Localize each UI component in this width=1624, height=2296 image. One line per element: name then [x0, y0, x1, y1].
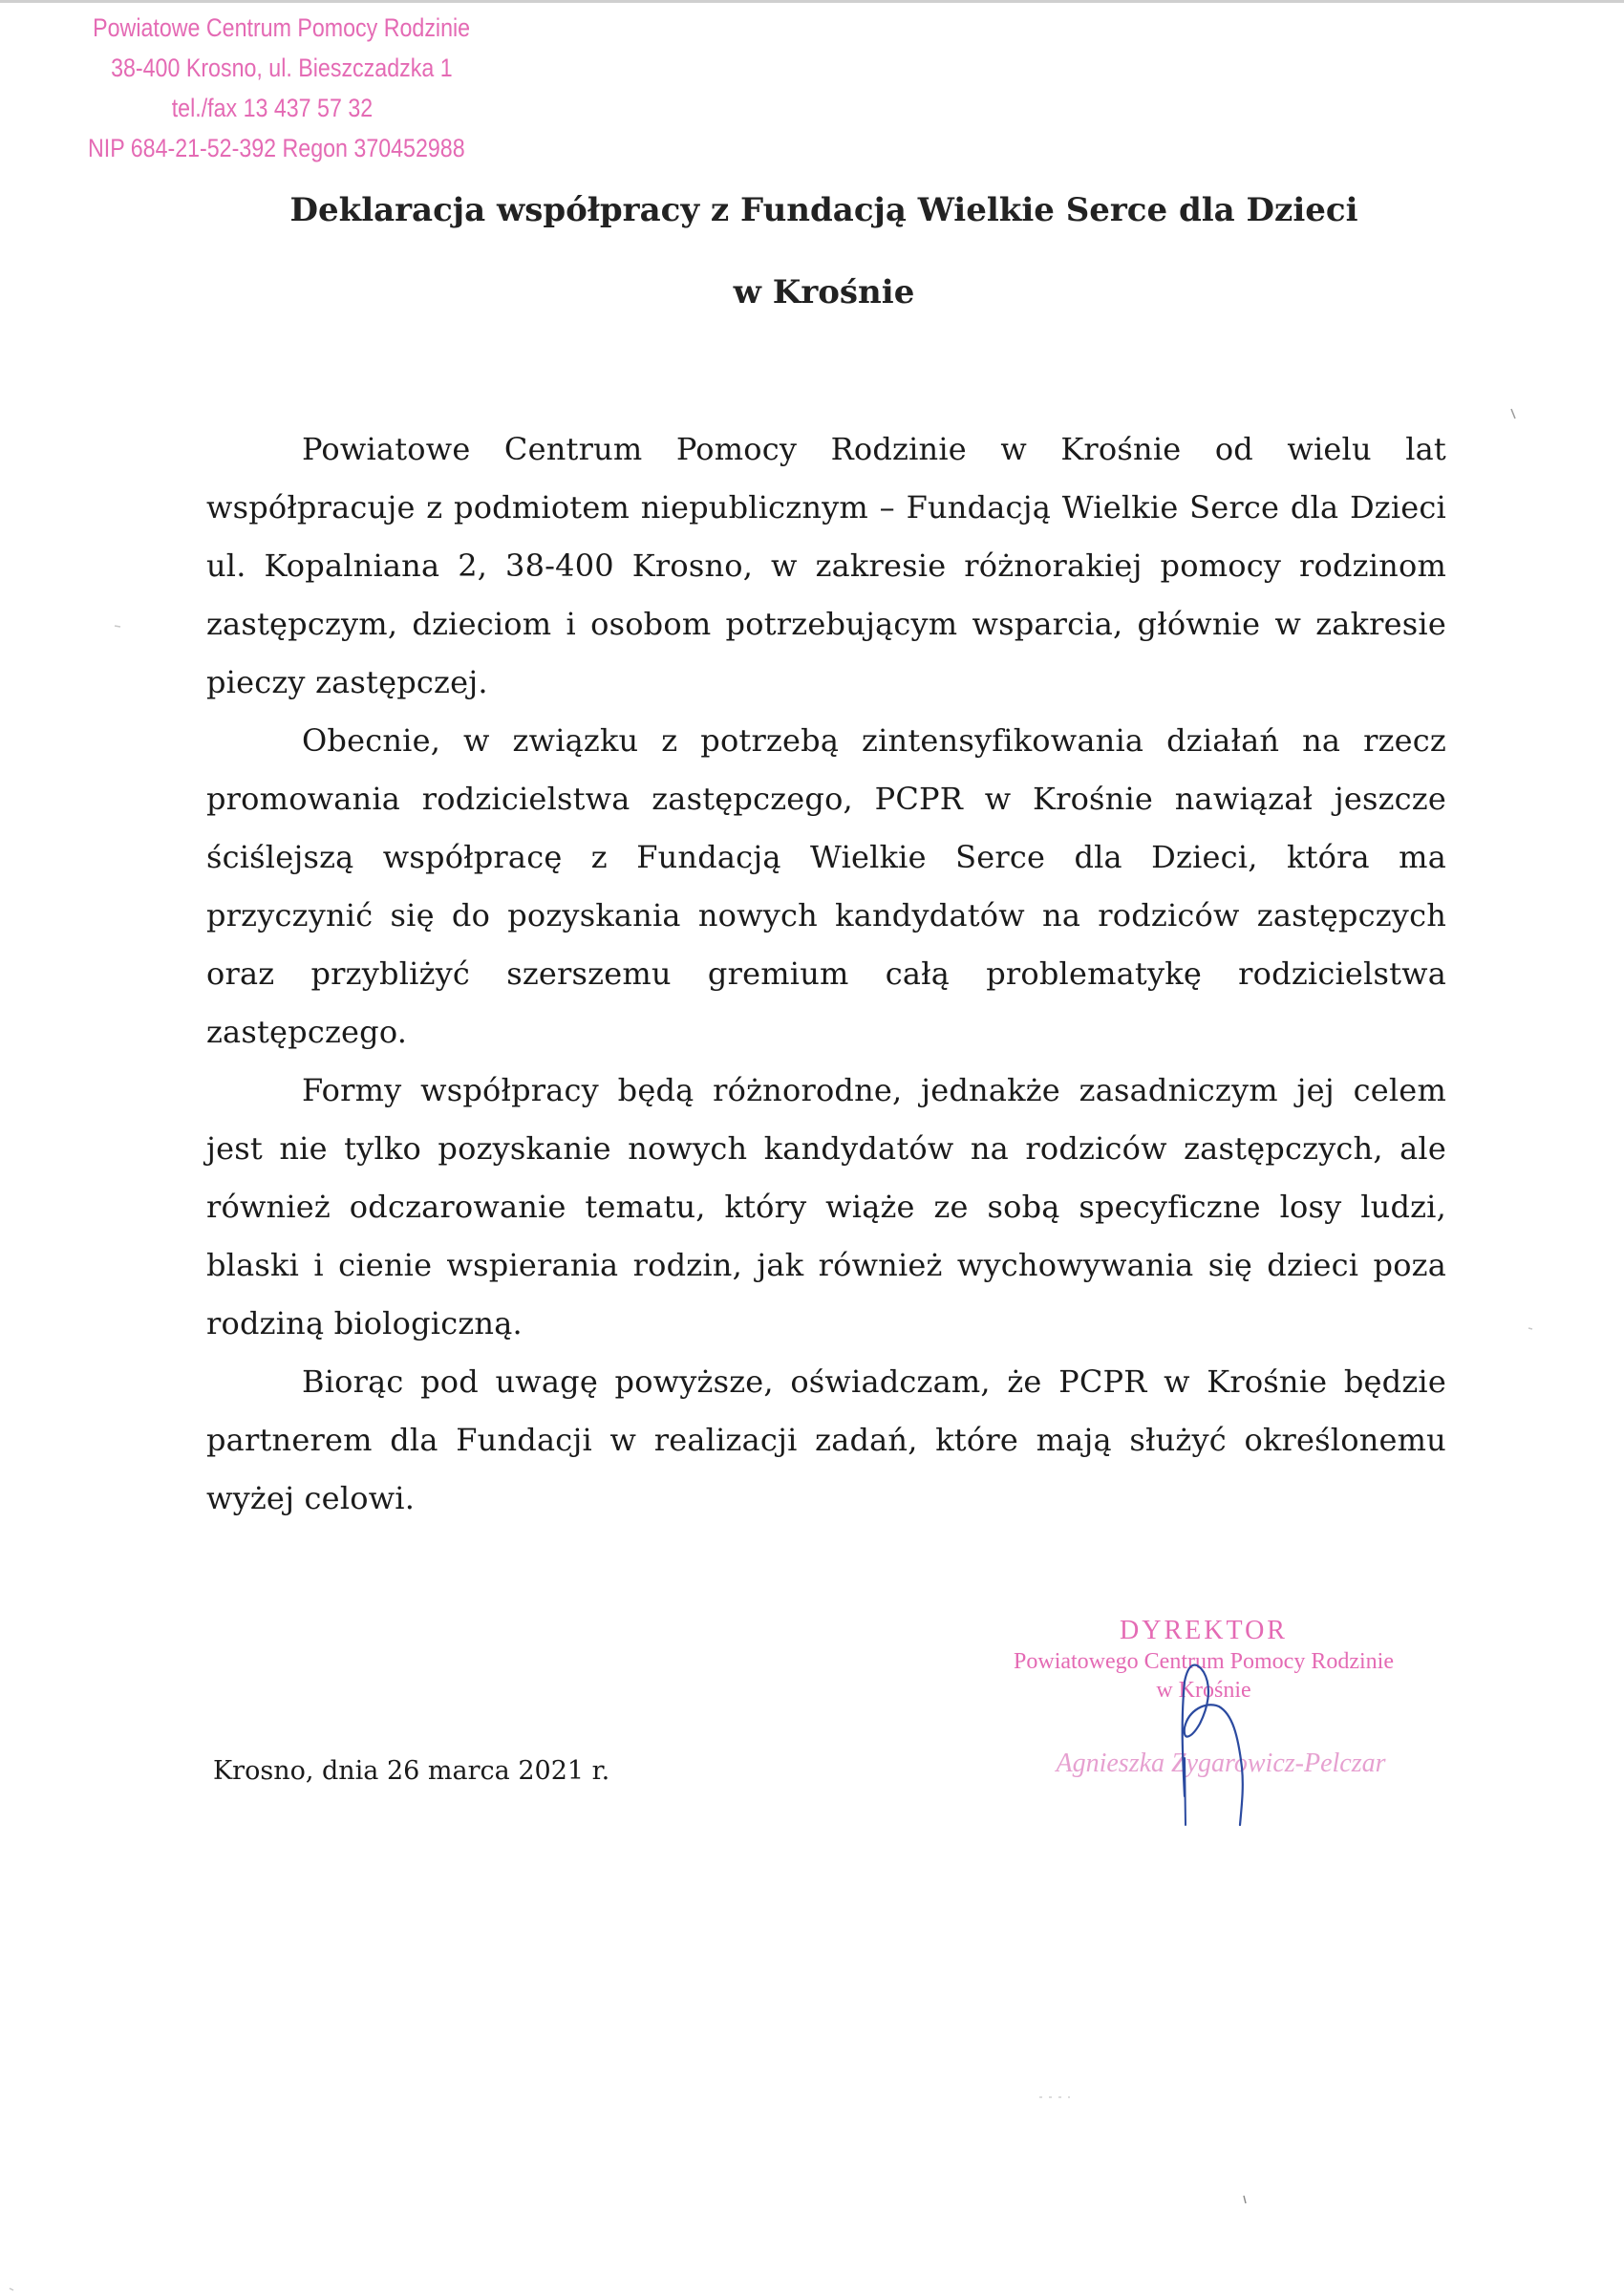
handwritten-signature	[1089, 1643, 1337, 1835]
letterhead-line-1: Powiatowe Centrum Pomocy Rodzinie	[93, 13, 471, 42]
letterhead-line-4: NIP 684-21-52-392 Regon 370452988	[88, 134, 465, 162]
place-and-date: Krosno, dnia 26 marca 2021 r.	[213, 1756, 610, 1786]
director-stamp-name: Agnieszka Zygarowicz-Pelczar	[1056, 1749, 1386, 1778]
scan-border	[0, 0, 1624, 3]
letterhead-line-3: tel./fax 13 437 57 32	[171, 94, 374, 122]
director-stamp-title: DYREKTOR	[1120, 1616, 1288, 1645]
document-body	[206, 420, 1446, 1528]
letterhead-line-2: 38-400 Krosno, ul. Bieszczadzka 1	[111, 54, 453, 82]
document-title-line-2: w Krośnie	[733, 273, 915, 311]
paragraph-1: Powiatowe Centrum Pomocy Rodzinie w Krośnie od wielu lat współpracuje z podmiotem niepublicznym – Fundacją Wielkie Serce dla Dzieci ul. Kopalniana 2, 38-400 Krosno, w zakresie różnorakiej pomocy rodzinom zastępczym, dzieciom i osobom potrzebującym wsparcia, głównie w zakresie pieczy zastępczej.	[206, 431, 1446, 700]
letterhead-stamp	[88, 8, 515, 168]
director-stamp-place: w Krośnie	[1156, 1678, 1251, 1703]
document-title: Deklaracja współpracy z Fundacją Wielkie Serce dla Dzieci	[289, 191, 1358, 229]
director-stamp-org: Powiatowego Centrum Pomocy Rodzinie	[1014, 1649, 1394, 1674]
paragraph-2: Obecnie, w związku z potrzebą zintensyfikowania działań na rzecz promowania rodzicielstwa zastępczego, PCPR w Krośnie nawiązał jeszcze ściślejszą współpracę z Fundacją Wielkie Serce dla Dzieci, która ma przyczynić się do pozyskania nowych kandydatów na rodziców zastępczych oraz przybliżyć szerszemu gremium całą problematykę rodzicielstwa zastępczego.	[206, 722, 1446, 1050]
paragraph-4: Biorąc pod uwagę powyższe, oświadczam, że PCPR w Krośnie będzie partnerem dla Fundacji w realizacji zadań, które mają służyć określonemu wyżej celowi.	[206, 1363, 1446, 1516]
paragraph-3: Formy współpracy będą różnorodne, jednakże zasadniczym jej celem jest nie tylko pozyskanie nowych kandydatów na rodziców zastępczych, ale również odczarowanie tematu, który wiąże ze sobą specyficzne losy ludzi, blaski i cienie wspierania rodzin, jak również wychowywania się dzieci poza rodziną biologiczną.	[206, 1072, 1446, 1341]
